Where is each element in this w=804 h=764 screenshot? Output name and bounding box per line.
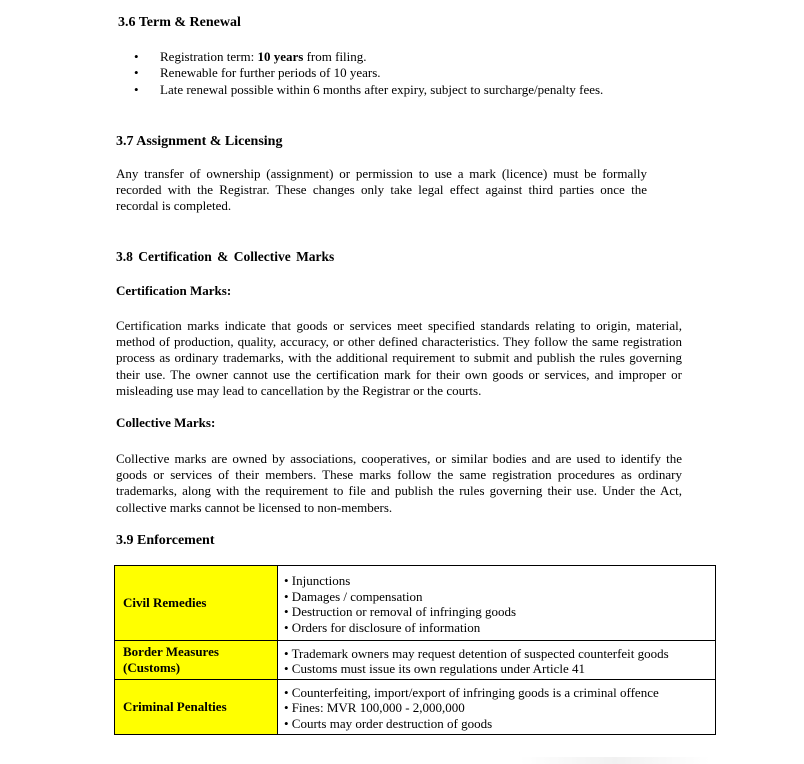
section-heading-assignment-licensing: 3.7 Assignment & Licensing — [116, 134, 283, 149]
table-row-items — [278, 641, 716, 680]
table-row-label: Criminal Penalties — [115, 680, 278, 735]
list-item: • Registration term: 10 years from filing. — [132, 49, 603, 65]
enforcement-table — [114, 565, 716, 735]
table-item: • Injunctions — [284, 573, 351, 588]
table-row — [115, 566, 716, 641]
section-heading-enforcement: 3.9 Enforcement — [116, 533, 215, 548]
table-item: • Destruction or removal of infringing goods — [284, 604, 517, 619]
table-item: • Orders for disclosure of information — [284, 619, 481, 635]
table-row-label: Border Measures (Customs) — [115, 641, 278, 680]
table-item: • Fines: MVR 100,000 - 2,000,000 — [284, 700, 465, 716]
subheading-certification-marks: Certification Marks: — [116, 283, 232, 298]
certification-paragraph: Certification marks indicate that goods or services meet specified standards relating to origin, material, method of production, quality, accuracy, or other defined characteristics. They follow the same registration process as ordinary trademarks, with the additional requirement to submit and publish the rules governing their use. The owner cannot use the certification mark for their own goods or services, and improper or misleading use may lead to cancellation by the Registrar or the courts. — [116, 318, 682, 398]
table-item: • Courts may order destruction of goods — [284, 715, 493, 731]
table-row-label: Civil Remedies — [115, 566, 278, 641]
term-renewal-list — [132, 49, 603, 98]
section-heading-certification-collective: 3.8 Certification & Collective Marks — [116, 249, 335, 264]
table-row — [115, 641, 716, 680]
table-row-items — [278, 566, 716, 641]
table-row-items — [278, 680, 716, 735]
assignment-paragraph: Any transfer of ownership (assignment) or permission to use a mark (licence) must be formally recorded with the Registrar. These changes only take legal effect against third parties once the recordal is completed. — [116, 166, 647, 214]
table-item: • Counterfeiting, import/export of infringing goods is a criminal offence — [284, 684, 659, 700]
list-item: • Renewable for further periods of 10 years. — [132, 65, 603, 81]
section-heading-term-renewal: 3.6 Term & Renewal — [118, 15, 241, 30]
table-item: • Customs must issue its own regulations under Article 41 — [284, 661, 586, 676]
table-item: • Damages / compensation — [284, 588, 423, 604]
table-row — [115, 680, 716, 735]
collective-paragraph: Collective marks are owned by associations, cooperatives, or similar bodies and are used to identify the goods or services of their members. These marks follow the same registration procedures as ordinary trademarks, along with the requirement to file and publish the rules governing their use. Under the Act, collective marks cannot be licensed to non-members. — [116, 451, 682, 515]
table-item: • Trademark owners may request detention of suspected counterfeit goods — [284, 645, 669, 661]
page-edge-shadow — [520, 757, 710, 764]
subheading-collective-marks: Collective Marks: — [116, 415, 216, 430]
list-item: • Late renewal possible within 6 months after expiry, subject to surcharge/penalty fees. — [132, 82, 603, 98]
